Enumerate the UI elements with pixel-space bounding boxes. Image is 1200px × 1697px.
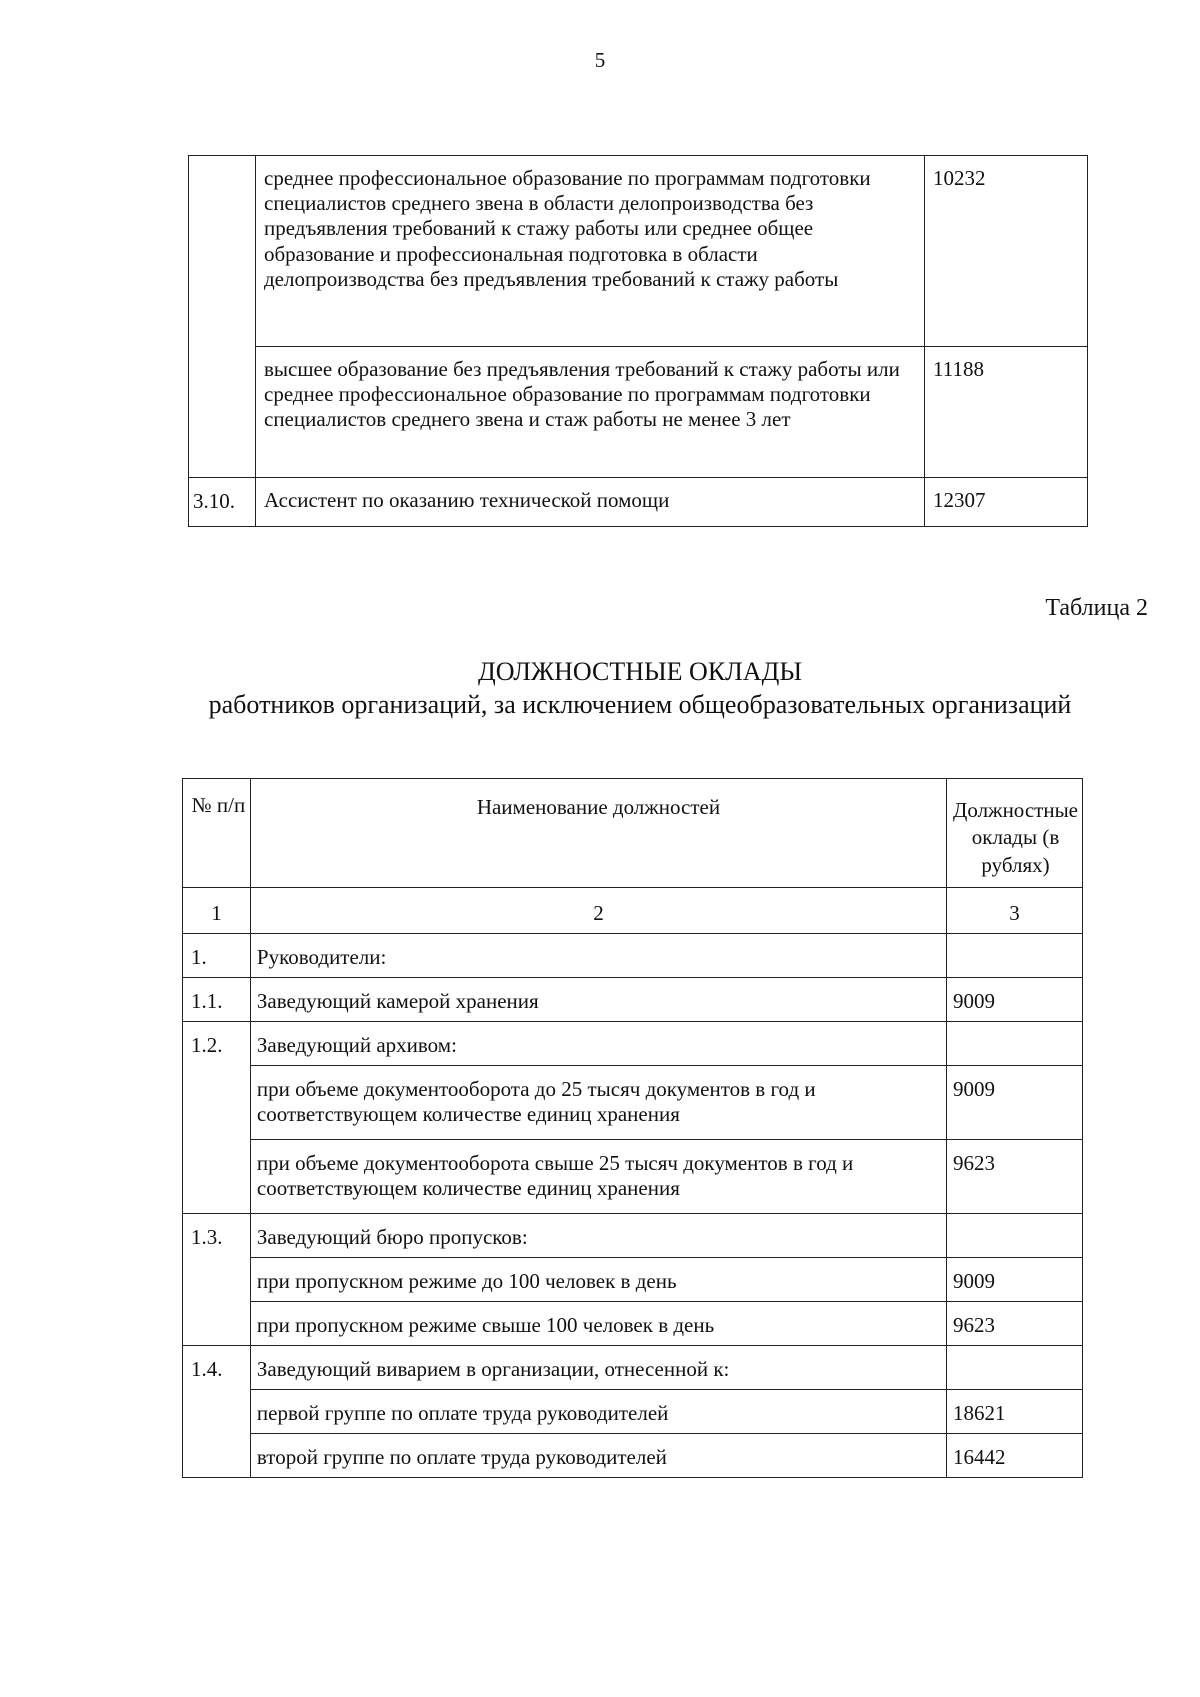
table-row	[183, 934, 1083, 978]
salary-value: 12307	[925, 478, 1088, 527]
salary-value: 9009	[947, 978, 1083, 1022]
table-1-continuation	[188, 155, 1088, 527]
table-row	[183, 1140, 1083, 1214]
position-name: Руководители:	[250, 934, 946, 978]
position-name: при пропускном режиме свыше 100 человек в день	[250, 1302, 946, 1346]
position-name: при объеме документооборота до 25 тысяч документов в год и соответствующем количестве единиц хранения	[250, 1066, 946, 1140]
position-name: среднее профессиональное образование по программам подготовки специалистов среднего звена в области делопроизводства без предъявления требований к стажу работы или среднее общее образование и профессиональная подготовка в области делопроизводства без предъявления требований к стажу работы	[256, 156, 925, 347]
row-number: 1.1.	[183, 978, 251, 1022]
column-number: 3	[947, 888, 1083, 934]
table-2-title: ДОЛЖНОСТНЫЕ ОКЛАДЫ	[477, 657, 802, 686]
table-row	[183, 1390, 1083, 1434]
position-name: первой группе по оплате труда руководителей	[250, 1390, 946, 1434]
position-name: при объеме документооборота свыше 25 тысяч документов в год и соответствующем количестве единиц хранения	[250, 1140, 946, 1214]
position-name: второй группе по оплате труда руководителей	[250, 1434, 946, 1478]
salary-value: 9009	[947, 1258, 1083, 1302]
position-name: Заведующий камерой хранения	[250, 978, 946, 1022]
table-row	[183, 1022, 1083, 1066]
position-name: Заведующий бюро пропусков:	[250, 1214, 946, 1258]
column-numbers-row	[183, 888, 1083, 934]
table-2	[182, 778, 1083, 1478]
column-number: 2	[250, 888, 946, 934]
position-name: Заведующий архивом:	[250, 1022, 946, 1066]
header-number: № п/п	[183, 779, 251, 888]
salary-value	[947, 1022, 1083, 1066]
table-row	[189, 478, 1088, 527]
row-number: 1.2.	[183, 1022, 251, 1214]
salary-value: 9009	[947, 1066, 1083, 1140]
position-name: высшее образование без предъявления требований к стажу работы или среднее профессиональное образование по программам подготовки специалистов среднего звена и стаж работы не менее 3 лет	[256, 347, 925, 478]
table-row	[189, 347, 1088, 478]
row-number: 1.4.	[183, 1346, 251, 1478]
table-row	[183, 1214, 1083, 1258]
table-row	[183, 1066, 1083, 1140]
table-row	[183, 1346, 1083, 1390]
table-header-row	[183, 779, 1083, 888]
table-2-label: Таблица 2	[1045, 595, 1148, 621]
table-row	[189, 156, 1088, 347]
position-name: Ассистент по оказанию технической помощи	[256, 478, 925, 527]
table-2-subtitle: работников организаций, за исключением общеобразовательных организаций	[208, 690, 1072, 719]
salary-value	[947, 1214, 1083, 1258]
table-row	[183, 1302, 1083, 1346]
page-number: 5	[594, 48, 606, 72]
header-salary: Должностные оклады (в рублях)	[947, 779, 1083, 888]
salary-value: 10232	[925, 156, 1088, 347]
row-number	[189, 156, 256, 478]
position-name: при пропускном режиме до 100 человек в день	[250, 1258, 946, 1302]
row-number: 1.	[183, 934, 251, 978]
table-row	[183, 1434, 1083, 1478]
salary-value	[947, 934, 1083, 978]
header-name: Наименование должностей	[250, 779, 946, 888]
row-number: 3.10.	[189, 478, 256, 527]
column-number: 1	[183, 888, 251, 934]
position-name: Заведующий виварием в организации, отнесенной к:	[250, 1346, 946, 1390]
salary-value: 18621	[947, 1390, 1083, 1434]
salary-value: 16442	[947, 1434, 1083, 1478]
salary-value: 9623	[947, 1302, 1083, 1346]
table-row	[183, 1258, 1083, 1302]
table-row	[183, 978, 1083, 1022]
row-number: 1.3.	[183, 1214, 251, 1346]
salary-value	[947, 1346, 1083, 1390]
salary-value: 11188	[925, 347, 1088, 478]
salary-value: 9623	[947, 1140, 1083, 1214]
